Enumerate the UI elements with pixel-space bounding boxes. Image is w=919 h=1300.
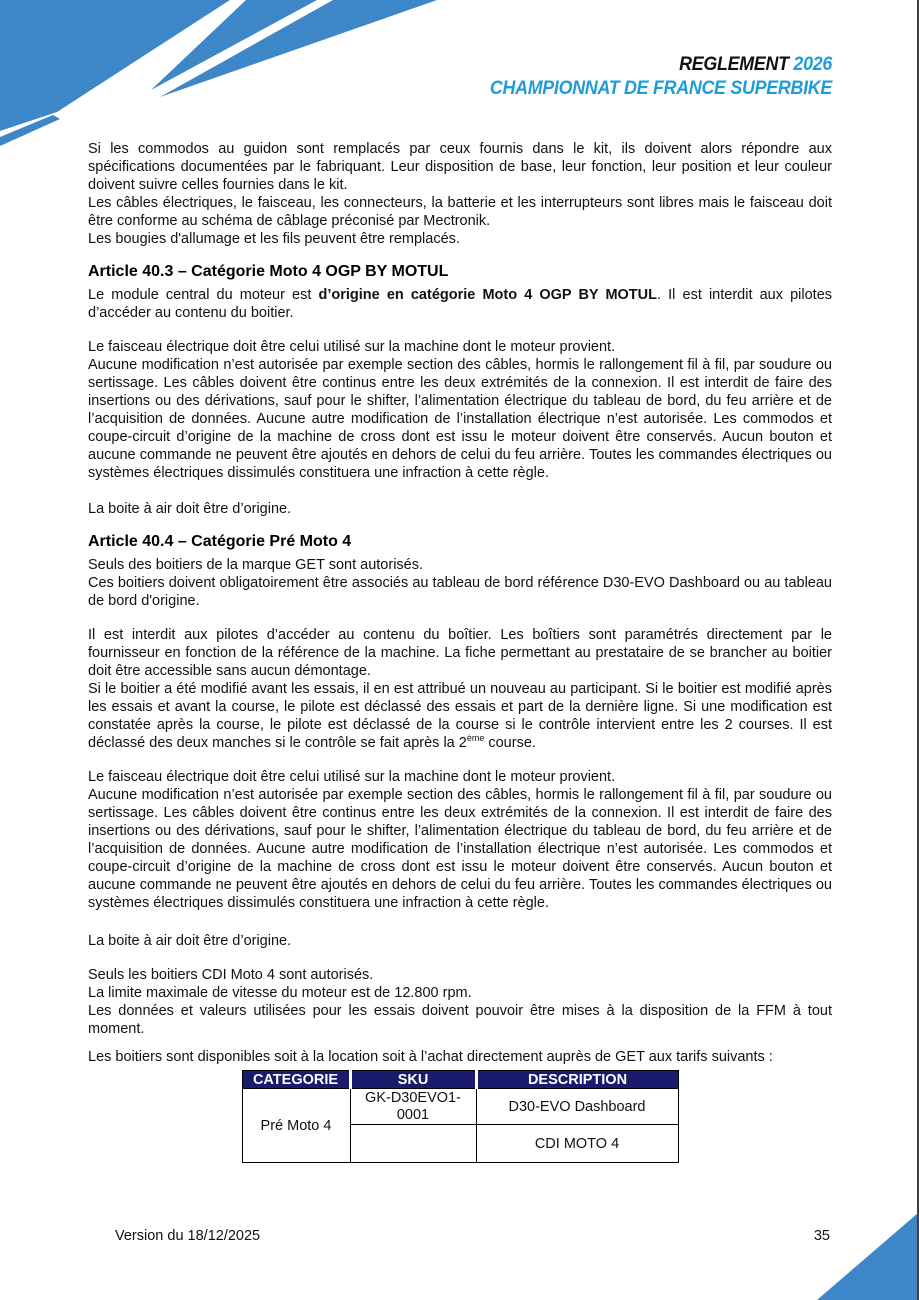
footer-corner-graphic [817, 1213, 918, 1300]
table-cell-description-1: D30-EVO Dashboard [476, 1089, 678, 1125]
paragraph-boitier-modifie-pre: Si le boitier a été modifié avant les essais, il en est attribué un nouveau au participant. Si le boitier est modifié après les essais et avant la course, le pilote est déclassé des essais et part de la dernière ligne. Si une modification est constatée après la course, le pilote est déclassé de la course si le contrôle intervient entre les 2 courses. Il est déclassé des deux manches si le contrôle se fait après la 2 [88, 681, 832, 751]
paragraph-module-central [88, 286, 832, 322]
table-cell-sku-1: GK-D30EVO1-0001 [350, 1089, 476, 1125]
footer-version-date: Version du 18/12/2025 [115, 1228, 261, 1244]
header-swoosh-graphic [0, 0, 440, 160]
tarifs-table [242, 1070, 679, 1163]
paragraph-donnees-ffm: Les données et valeurs utilisées pour les essais doivent pouvoir être mises à la disposition de la FFM à tout moment. [88, 1003, 832, 1037]
article-40-3-heading: Article 40.3 – Catégorie Moto 4 OGP BY MOTUL [88, 263, 449, 280]
reglement-title-text: REGLEMENT [679, 54, 789, 75]
paragraph-module-central-pre: Le module central du moteur est [88, 287, 319, 303]
table-header-categorie: CATEGORIE [242, 1071, 350, 1089]
paragraph-interdit-pilotes: Il est interdit aux pilotes d’accéder au contenu du boîtier. Les boîtiers sont paramétrés directement par le fournisseur en fonction de la référence de la machine. La fiche permettant au prestataire de se brancher au boitier doit être accessible sans aucun démontage. [88, 627, 832, 679]
table-cell-category: Pré Moto 4 [242, 1089, 350, 1163]
article-40-4-heading: Article 40.4 – Catégorie Pré Moto 4 [88, 533, 352, 550]
paragraph-boite-air-2: La boite à air doit être d’origine. [88, 933, 292, 949]
paragraph-tarifs-intro: Les boitiers sont disponibles soit à la location soit à l’achat directement auprès de GET aux tarifs suivants : [88, 1049, 773, 1065]
reglement-year: 2026 [793, 54, 832, 75]
table-header-description: DESCRIPTION [476, 1071, 678, 1089]
table-cell-description-2: CDI MOTO 4 [476, 1125, 678, 1163]
document-body [88, 140, 832, 1163]
paragraph-faisceau-2: Le faisceau électrique doit être celui utilisé sur la machine dont le moteur provient. [88, 769, 616, 785]
paragraph-boitier-modifie [88, 680, 832, 752]
reglement-title [490, 53, 832, 77]
paragraph-commodos: Si les commodos au guidon sont remplacés par ceux fournis dans le kit, ils doivent alors répondre aux spécifications documentées par le fabriquant. Leur disposition de base, leur fonction, leur position et leur couleur doivent suivre celles fournies dans le kit. [88, 141, 832, 193]
paragraph-bougies: Les bougies d'allumage et les fils peuvent être remplacés. [88, 231, 460, 247]
paragraph-boitiers-get: Seuls des boitiers de la marque GET sont autorisés. [88, 557, 424, 573]
paragraph-faisceau-1: Le faisceau électrique doit être celui utilisé sur la machine dont le moteur provient. [88, 339, 616, 355]
paragraph-cables-libres: Les câbles électriques, le faisceau, les connecteurs, la batterie et les interrupteurs sont libres mais le faisceau doit être conforme au schéma de câblage préconisé par Mectronik. [88, 195, 832, 229]
paragraph-boite-air-1: La boite à air doit être d’origine. [88, 501, 292, 517]
superscript-eme: ème [466, 733, 485, 744]
paragraph-boitier-modifie-post: course. [484, 735, 536, 751]
paragraph-limite-vitesse: La limite maximale de vitesse du moteur est de 12.800 rpm. [88, 985, 472, 1001]
table-header-sku: SKU [350, 1071, 476, 1089]
paragraph-module-central-bold: d’origine en catégorie Moto 4 OGP BY MOTUL [318, 287, 657, 303]
championship-subtitle: CHAMPIONNAT DE FRANCE SUPERBIKE [489, 78, 832, 99]
paragraph-cdi-moto4: Seuls les boitiers CDI Moto 4 sont autorisés. [88, 967, 374, 983]
paragraph-modification-1: Aucune modification n’est autorisée par exemple section des câbles, hormis le rallongement fil à fil, par soudure ou sertissage. Les câbles doivent être continus entre les deux extrémités de la connexion. Il est interdit de faire des insertions ou des dérivations, sauf pour le shifter, l’alimentation électrique du tableau de bord, du feu arrière et de l’acquisition de données. Aucune autre modification de l’installation électrique n’est autorisée. Les commodos et coupe-circuit d’origine de la machine de cross dont est issu le moteur doivent être conservés. Aucun bouton et aucune commande ne peuvent être ajoutés en dehors de celui du feu arrière. Toutes les commandes électriques ou systèmes électriques dissimulés constituera une infraction à cette règle. [88, 357, 832, 481]
paragraph-module-central-post: . Il est interdit aux pilotes d’accéder au contenu du boitier. [88, 287, 833, 321]
table-row [242, 1089, 678, 1125]
footer-page-number: 35 [813, 1228, 830, 1244]
table-header-row [242, 1071, 678, 1089]
paragraph-modification-2: Aucune modification n’est autorisée par exemple section des câbles, hormis le rallongement fil à fil, par soudure ou sertissage. Les câbles doivent être continus entre les deux extrémités de la connexion. Il est interdit de faire des insertions ou des dérivations, sauf pour le shifter, l’alimentation électrique du tableau de bord, du feu arrière et de l’acquisition de données. Aucune autre modification de l’installation électrique n’est autorisée. Les commodos et coupe-circuit d’origine de la machine de cross dont est issu le moteur doivent être conservés. Aucun bouton et aucune commande ne peuvent être ajoutés en dehors de celui du feu arrière. Toutes les commandes électriques ou systèmes électriques dissimulés constituera une infraction à cette règle. [88, 787, 832, 911]
document-header [490, 53, 832, 101]
paragraph-dashboard: Ces boitiers doivent obligatoirement être associés au tableau de bord référence D30-EVO Dashboard ou au tableau de bord d'origine. [88, 575, 832, 609]
table-cell-sku-2 [350, 1125, 476, 1163]
